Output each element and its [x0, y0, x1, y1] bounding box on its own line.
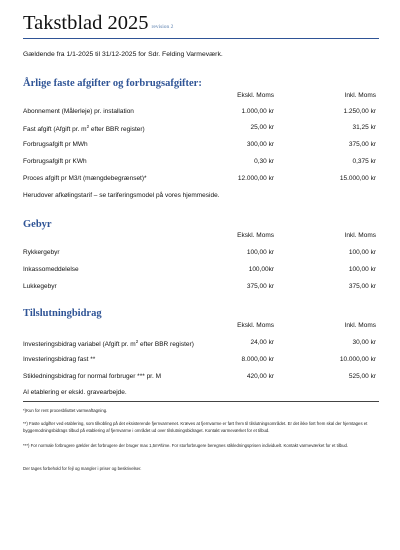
label-part: efter BBR register) — [138, 341, 194, 349]
revision-label: revision 2 — [151, 24, 174, 30]
superscript: 2 — [135, 339, 139, 344]
row-label-consumption-mwh: Forbrugsafgift pr MWh — [23, 141, 88, 148]
row-label-service-line: Stikledningsbidrag for normal forbruger *** pr. M — [23, 373, 162, 380]
column-header-excl-vat: Ekskl. Moms — [237, 232, 274, 239]
row-value-excl: 12.000,00 kr — [237, 175, 274, 182]
row-value-incl: 375,00 kr — [348, 283, 376, 290]
row-value-excl: 100,00kr — [248, 266, 274, 273]
row-value-excl: 24,00 kr — [250, 339, 274, 346]
column-header-excl-vat: Ekskl. Moms — [237, 92, 274, 99]
section-heading-connection: Tilslutningbidrag — [23, 308, 102, 319]
section-heading-fees: Gebyr — [23, 219, 52, 230]
column-header-incl-vat: Inkl. Moms — [344, 322, 376, 329]
row-value-excl: 1.000,00 kr — [241, 108, 274, 115]
label-part: efter BBR register) — [89, 126, 145, 134]
row-value-excl: 100,00 kr — [246, 249, 274, 256]
footnote-3: ***) For normale forbrugere gælder det forbrugere der bruger max 1,5m³/time. For storforbrugere beregnes stikledningsprisen individuelt. Kontakt varmeværket for et tilbud. — [23, 443, 349, 448]
row-value-incl: 375,00 kr — [348, 141, 376, 148]
row-label-reminder-fee: Rykkergebyr — [23, 249, 60, 256]
superscript: 2 — [86, 124, 90, 129]
row-label-investment-fixed: Investeringsbidrag fast ** — [23, 356, 96, 363]
row-label-closure-fee: Lukkegebyr — [23, 283, 57, 290]
row-label-collection-notice: Inkassomeddelelse — [23, 266, 79, 273]
footnote-2: **) Faste udgifter ved etablering, som tilkobling på det eksisterende fjernvarmenet. Kræves at fjernvarme er ført frem til tilslutningsområdet. Er det ikke ført frem skal der hjemtages et byggemodningsbidrags tilbud på etablering af fjernvarme i området ud over tilslutningsbidraget. Kontakt varmeværket for et tilbud. — [23, 421, 368, 433]
row-value-excl: 420,00 kr — [246, 373, 274, 380]
row-value-excl: 8.000,00 kr — [241, 356, 274, 363]
row-label-investment-variable — [23, 339, 194, 348]
row-label-subscription: Abonnement (Målerleje) pr. installation — [23, 108, 134, 115]
column-header-excl-vat: Ekskl. Moms — [237, 322, 274, 329]
label-part: Investeringsbidrag variabel (Afgift pr. m — [23, 341, 136, 349]
row-value-incl: 525,00 kr — [348, 373, 376, 380]
row-value-excl: 375,00 kr — [246, 283, 274, 290]
row-value-incl: 15.000,00 kr — [339, 175, 376, 182]
row-value-excl: 300,00 kr — [246, 141, 274, 148]
row-value-incl: 10.000,00 kr — [339, 356, 376, 363]
page-title — [23, 12, 173, 35]
row-label-consumption-kwh: Forbrugsafgift pr KWh — [23, 158, 87, 165]
row-value-excl: 0,30 kr — [254, 158, 274, 165]
title-divider — [23, 38, 379, 39]
row-label-fixed-fee — [23, 124, 145, 133]
validity-statement: Gældende fra 1/1-2025 til 31/12-2025 for Sdr. Felding Varmeværk. — [23, 51, 223, 58]
row-value-incl: 100,00 kr — [348, 266, 376, 273]
label-part: Fast afgift (Afgift pr. m — [23, 126, 87, 134]
title-text: Takstblad 2025 — [23, 12, 149, 34]
row-label-process-fee: Proces afgift pr M3/t (mængdebegrænset)* — [23, 175, 147, 182]
column-header-incl-vat: Inkl. Moms — [344, 92, 376, 99]
row-value-incl: 0,375 kr — [352, 158, 376, 165]
row-value-excl: 25,00 kr — [250, 124, 274, 131]
excavation-note: Al etablering er ekskl. gravearbejde. — [23, 389, 127, 396]
cooling-tariff-note: Herudover afkølingstarif – se tariferingsmodel på vores hjemmeside. — [23, 192, 220, 199]
row-value-incl: 30,00 kr — [352, 339, 376, 346]
row-value-incl: 1.250,00 kr — [343, 108, 376, 115]
column-header-incl-vat: Inkl. Moms — [344, 232, 376, 239]
footnote-1: *)Kun for rent procesbliuttet varmeaftagning. — [23, 408, 108, 413]
row-value-incl: 100,00 kr — [348, 249, 376, 256]
section-heading-annual-fees: Årlige faste afgifter og forbrugsafgifter: — [23, 78, 202, 89]
footnote-divider — [23, 401, 379, 402]
row-value-incl: 31,25 kr — [352, 124, 376, 131]
footnote-4: Der tages forbehold for fejl og mangler i priser og beskrivelser. — [23, 466, 142, 471]
